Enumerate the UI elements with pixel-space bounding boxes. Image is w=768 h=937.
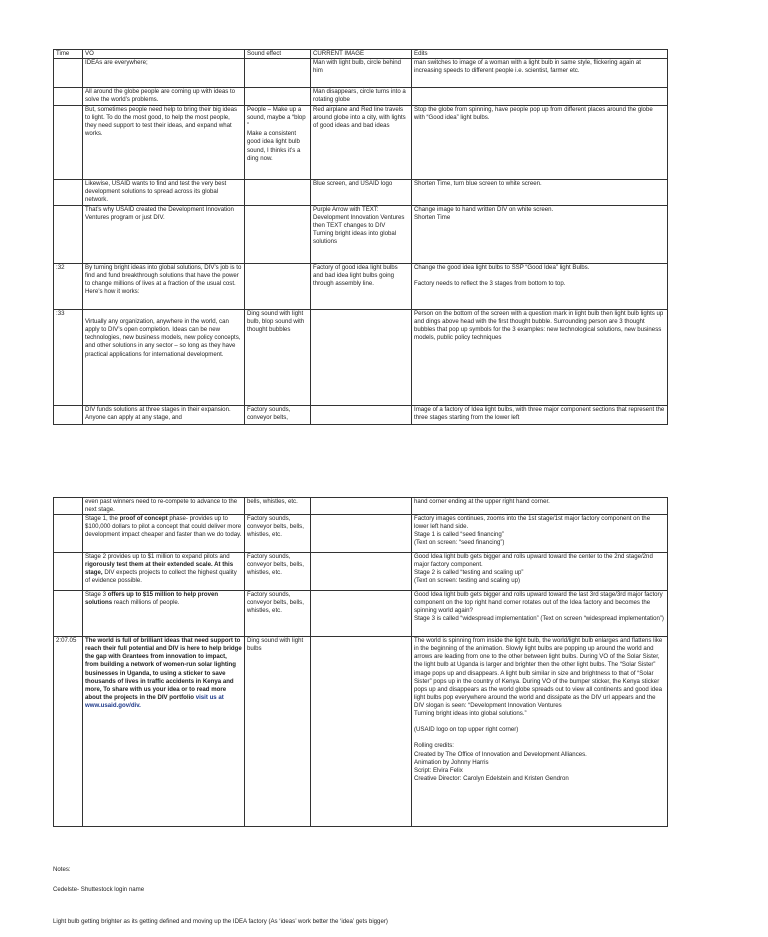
cell-image [311, 553, 412, 591]
cell-edits: Stop the globe from spinning, have people pop up from different places around the globe with “Good idea” light bulbs. [412, 106, 668, 180]
vo-text: Stage 1, the [85, 515, 120, 523]
header-vo: VO [83, 50, 245, 59]
table-row [54, 498, 668, 515]
cell-edits: Factory images continues, zooms into the 1st stage/1st major factory component on the lower left hand side. Stage 1 is called “seed financing” (Text on screen: “seed financing”) [412, 515, 668, 553]
table-row [54, 180, 668, 206]
cell-time [54, 88, 83, 106]
cell-image [311, 591, 412, 637]
table-row [54, 88, 668, 106]
cell-image: Factory of good idea light bulbs and bad idea light bulbs going through assembly line. [311, 264, 412, 310]
cell-image [311, 310, 412, 406]
cell-time [54, 406, 83, 425]
cell-time [54, 206, 83, 264]
cell-image [311, 406, 412, 425]
cell-sound: Factory sounds, conveyor belts, bells, whistles, etc. [245, 515, 311, 553]
cell-edits: Person on the bottom of the screen with a question mark in light bulb then light bulb lights up and dings above head with the first thought bubble. Surrounding person are 3 thought bubbles that pop up symbols for the 3 examples: new technological solutions, new business models, public policy techniques [412, 310, 668, 406]
cell-edits: Image of a factory of Idea light bulbs, with three major component sections that represent the three stages starting from the lower left [412, 406, 668, 425]
cell-image [311, 637, 412, 827]
script-table-part-2 [53, 497, 668, 827]
website-link[interactable]: visit us at www.usaid.gov/div. [85, 693, 224, 709]
cell-sound: Ding sound with light bulb, blop sound with thought bubbles [245, 310, 311, 406]
vo-bold-text: The world is full of brilliant ideas that need support to reach their full potential and DIV is here to help bridge the gap with Grantees from innovation to impact, from building a network of women-run solar lighting businesses in Uganda, to using a sticker to save thousands of lives in traffic accidents in Kenya and more, To share with us your idea or to read more about the projects in the DIV portfolio [85, 637, 242, 701]
cell-edits: Change image to hand written DIV on white screen. Shorten Time [412, 206, 668, 264]
notes-line: Light bulb getting brighter as its getting defined and moving up the IDEA factory (As ‘ideas’ work better the ‘idea’ gets bigger) [53, 918, 388, 925]
vo-text: Stage 3 [85, 591, 108, 599]
cell-sound [245, 180, 311, 206]
cell-image [311, 498, 412, 515]
cell-image: Blue screen, and USAID logo [311, 180, 412, 206]
cell-time: 2:07.05 [54, 637, 83, 827]
cell-edits: hand corner ending at the upper right hand corner. [412, 498, 668, 515]
cell-sound [245, 88, 311, 106]
notes-line: Cedelste- Shuttestock login name [53, 886, 145, 893]
cell-sound: Ding sound with light bulbs [245, 637, 311, 827]
cell-edits: Shorten Time, turn blue screen to white screen. [412, 180, 668, 206]
cell-sound: Factory sounds, conveyor belts, bells, whistles, etc. [245, 553, 311, 591]
cell-vo: Virtually any organization, anywhere in the world, can apply to DIV’s open completion. Ideas can be new technologies, new business models, new policy concepts, and other solutions in any sector – so long as they have practical applications for international development. [83, 310, 245, 406]
table-row [54, 106, 668, 180]
cell-sound: bells, whistles, etc. [245, 498, 311, 515]
vo-text: DIV expects projects to collect the highest quality of evidence possible. [85, 569, 237, 585]
table-row [54, 591, 668, 637]
cell-sound [245, 206, 311, 264]
cell-vo: Likewise, USAID wants to find and test the very best development solutions to spread across its global network. [83, 180, 245, 206]
cell-vo: even past winners need to re-compete to advance to the next stage. [83, 498, 245, 515]
cell-vo [83, 637, 245, 827]
vo-text: phase- provides up to $100,000 dollars to pilot a concept that could deliver more development impact cheaper and faster than we do today. [85, 515, 242, 539]
cell-sound: Factory sounds, conveyor belts, [245, 406, 311, 425]
cell-time [54, 553, 83, 591]
cell-vo: DIV funds solutions at three stages in their expansion. Anyone can apply at any stage, and [83, 406, 245, 425]
cell-edits: man switches to image of a woman with a light bulb in same style, flickering again at increasing speeds to different people i.e. scientist, farmer etc. [412, 59, 668, 88]
table-row [54, 406, 668, 425]
script-table-part-1 [53, 49, 668, 425]
vo-bold-text: rigorously test them at their extended scale. At this stage, [85, 561, 234, 577]
vo-bold-text: proof of concept [119, 515, 168, 523]
cell-time: :33 [54, 310, 83, 406]
cell-edits: Change the good idea light bulbs to SSP “Good Idea” light Bulbs. Factory needs to reflect the 3 stages from bottom to top. [412, 264, 668, 310]
table-row [54, 59, 668, 88]
cell-vo: By turning bright ideas into global solutions, DIV’s job is to find and fund breakthrough solutions that have the power to change millions of lives at a fraction of the usual cost. Here’s how it works: [83, 264, 245, 310]
cell-sound: Factory sounds, conveyor belts, bells, whistles, etc. [245, 591, 311, 637]
header-time: Time [54, 50, 83, 59]
cell-vo: IDEAs are everywhere; [83, 59, 245, 88]
table-row [54, 310, 668, 406]
cell-vo [83, 515, 245, 553]
cell-vo [83, 591, 245, 637]
header-edits: Edits [412, 50, 668, 59]
cell-time [54, 106, 83, 180]
cell-time [54, 515, 83, 553]
cell-time [54, 180, 83, 206]
table-row [54, 553, 668, 591]
cell-image: Purple Arrow with TEXT: Development Innovation Ventures then TEXT changes to DIV Turning bright ideas into global solutions [311, 206, 412, 264]
notes-heading: Notes: [53, 866, 71, 873]
cell-sound [245, 264, 311, 310]
vo-bold-text: offers up to $15 million to help proven solutions [85, 591, 219, 607]
cell-image: Man disappears, circle turns into a rotating globe [311, 88, 412, 106]
cell-edits: Good Idea light bulb gets bigger and rolls upward toward the center to the 2nd stage/2nd major factory component. Stage 2 is called “testing and scaling up” (Text on screen: testing and scaling up) [412, 553, 668, 591]
cell-edits: The world is spinning from inside the light bulb, the world/light bulb enlarges and flattens like in the beginning of the animation. Slowly light bulbs are popping up around the world and arrows are leading from one to the other between light bulbs. During VO of the Solar Sister, the light bulb at Uganda is larger and brighter then the other light bulbs. The “Solar Sister” image pops up and disappears. A light bulb similar in size and brightness to that of “Solar Sister” pops up in the country of Kenya. During VO of the bumper sticker, the Kenya sticker pops up and disappears as the world globe spreads out to view all continents and good idea light bulbs pop everywhere around the world and dissipate as the DIV url appears and the DIV slogan is seen: “Development Innovation Ventures Turning bright ideas into global solutions.” (USAID logo on top upper right corner) Rolling credits: Created by The Office of Innovation and Development Alliances. Animation by Johnny Harris Script: Elvira Felix Creative Director: Carolyn Edelstein and Kristen Gendron [412, 637, 668, 827]
cell-time [54, 59, 83, 88]
table-row [54, 264, 668, 310]
table-row [54, 637, 668, 827]
cell-image: Man with light bulb, circle behind him [311, 59, 412, 88]
vo-text: reach millions of people. [112, 599, 180, 607]
cell-sound [245, 59, 311, 88]
cell-image: Red airplane and Red line travels around globe into a city, with lights of good ideas and bad ideas [311, 106, 412, 180]
cell-image [311, 515, 412, 553]
cell-vo [83, 553, 245, 591]
cell-vo: But, sometimes people need help to bring their big ideas to light. To do the most good, to help the most people, they need support to test their ideas, and expand what works. [83, 106, 245, 180]
cell-edits: Good Idea light bulb gets bigger and rolls upward toward the last 3rd stage/3rd major factory component on the top right hand corner rotates out of the Idea factory and becomes the spinning world again? Stage 3 is called “widespread implementation” (Text on screen “widespread implementation”) [412, 591, 668, 637]
header-sound-effect: Sound effect [245, 50, 311, 59]
cell-edits [412, 88, 668, 106]
table-row [54, 206, 668, 264]
cell-sound: People – Make up a sound, maybe a “blop ” Make a consistent good idea light bulb sound, I thinks it’s a ding now. [245, 106, 311, 180]
table-header-row [54, 50, 668, 59]
vo-text: Stage 2 provides up to $1 million to expand pilots and [85, 553, 230, 561]
cell-time [54, 498, 83, 515]
cell-vo: That’s why USAID created the Development Innovation Ventures program or just DIV. [83, 206, 245, 264]
cell-time: :32 [54, 264, 83, 310]
notes-section [53, 855, 388, 937]
table-row [54, 515, 668, 553]
cell-time [54, 591, 83, 637]
header-current-image: CURRENT IMAGE [311, 50, 412, 59]
cell-vo: All around the globe people are coming up with ideas to solve the world’s problems. [83, 88, 245, 106]
